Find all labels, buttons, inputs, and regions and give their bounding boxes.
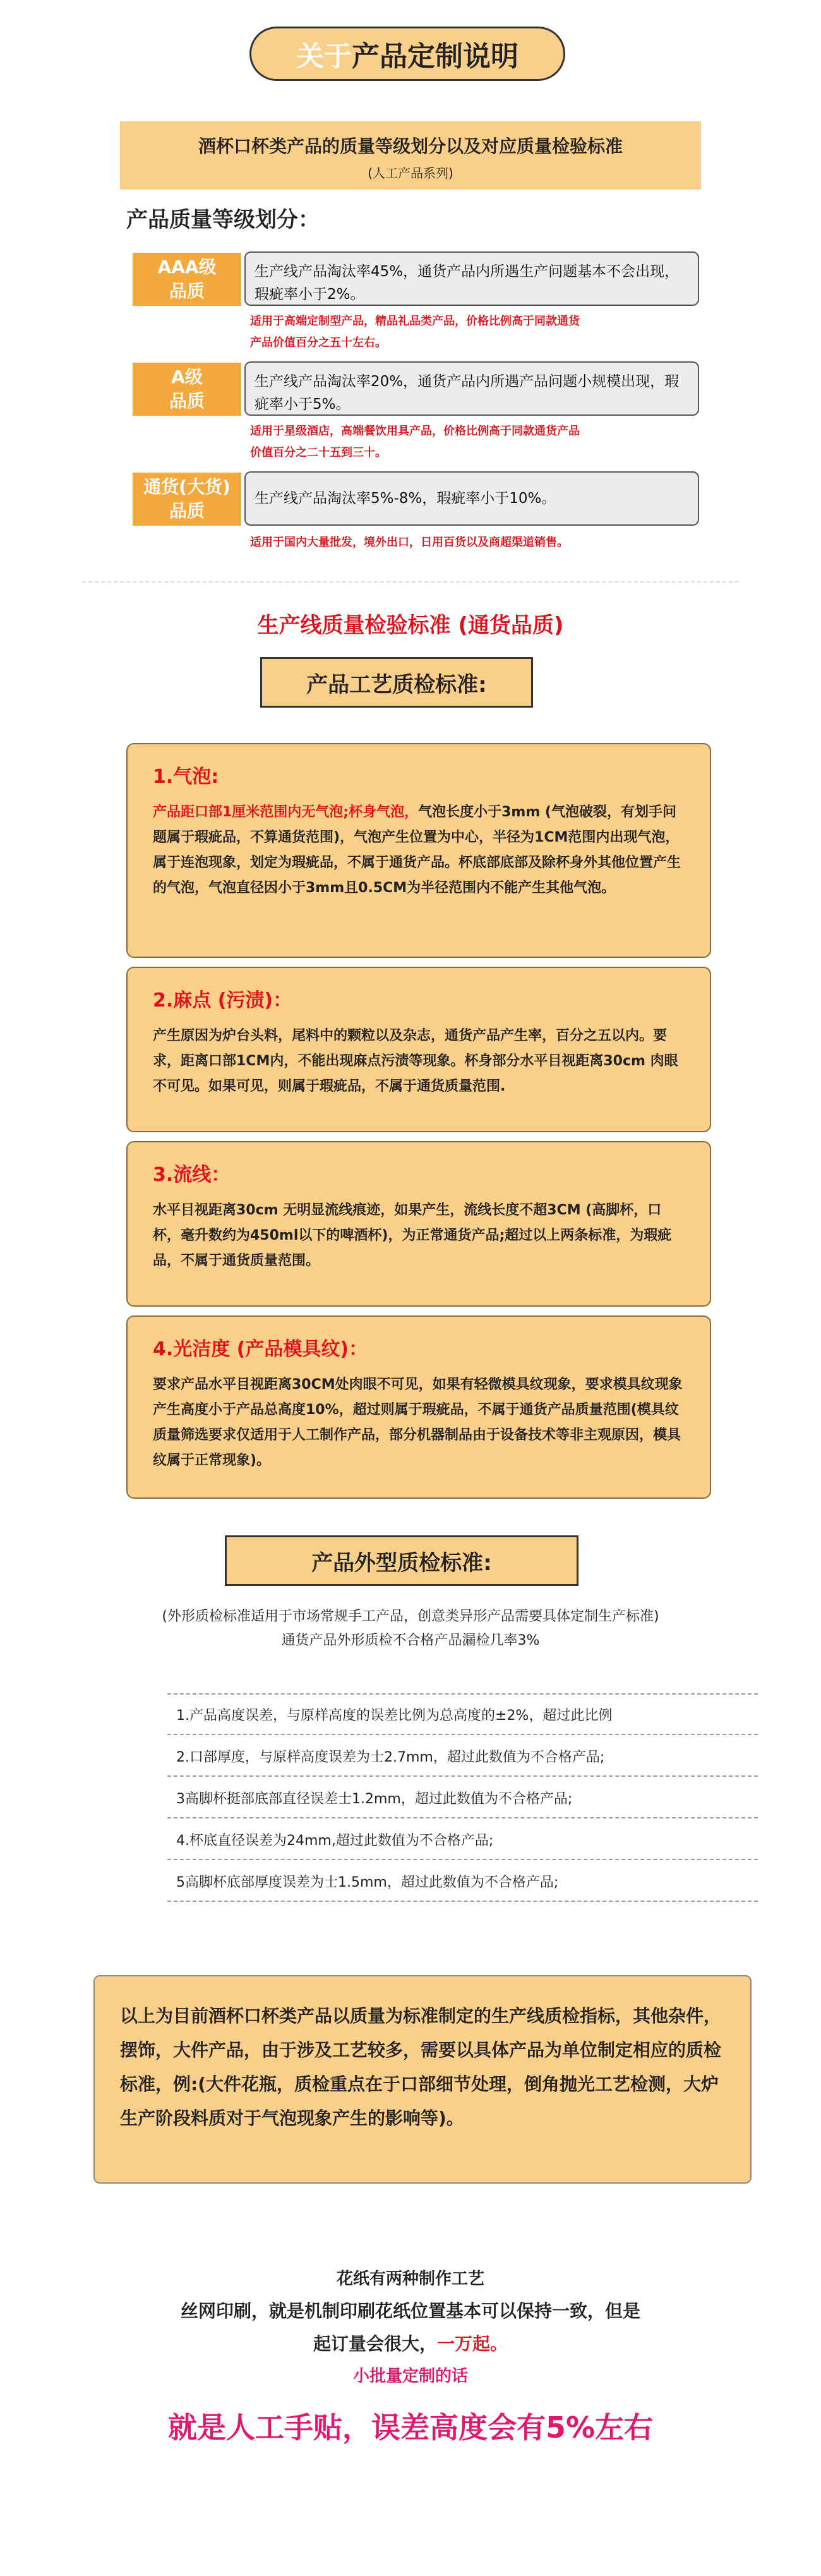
grade-note-line: 适用于星级酒店，高端餐饮用具产品，价格比例高于同款通货产品 — [250, 425, 580, 438]
grade-tag-bulk — [133, 473, 241, 526]
title-main: 产品定制说明 — [352, 40, 518, 73]
grade-desc-a: 生产线产品淘汰率20%，通货产品内所遇产品问题小规模出现，瑕疵率小于5%。 — [244, 361, 699, 416]
appearance-note-line: (外形质检标准适用于市场常规手工产品，创意类异形产品需要具体定制生产标准) — [162, 1609, 659, 1624]
grade-desc-aaa: 生产线产品淘汰率45%，通货产品内所遇生产问题基本不会出现，瑕疵率小于2%。 — [244, 251, 699, 306]
defect-body — [153, 800, 685, 901]
decal-line4: 就是人工手贴，误差高度会有5%左右 — [167, 2410, 654, 2445]
criteria-row: 5高脚杯底部厚度误差为士1.5mm，超过此数值为不合格产品; — [167, 1861, 758, 1902]
summary-box: 以上为目前酒杯口杯类产品以质量为标准制定的生产线质检指标，其他杂件，摆饰，大件产品，由于涉及工艺较多，需要以具体产品为单位制定相应的质检标准，例:(大件花瓶，质检重点在于口部细节处理，倒角抛光工艺检测，大炉生产阶段料质对于气泡现象产生的影响等)。 — [93, 1975, 752, 2184]
grade-note-aaa — [250, 311, 580, 354]
divider — [82, 581, 739, 583]
defect-card-flowline — [126, 1141, 711, 1307]
decal-line2-highlight: 一万起。 — [437, 2333, 508, 2354]
defect-card-finish — [126, 1315, 711, 1499]
criteria-row: 2.口部厚度，与原样高度误差为士2.7mm，超过此数值为不合格产品; — [167, 1736, 758, 1777]
title-prefix: 关于 — [296, 40, 352, 73]
standard-banner — [120, 121, 701, 190]
grade-note-line: 适用于高端定制型产品，精品礼品类产品，价格比例高于同款通货 — [250, 315, 580, 328]
defect-body: 水平目视距离30cm 无明显流线痕迹，如果产生，流线长度不超3CM (高脚杯，口杯，毫升数约为450ml以下的啤酒杯)，为正常通货产品;超过以上两条标准，为瑕疵品，不属于通货质量范围。 — [153, 1202, 672, 1269]
grade-desc-bulk: 生产线产品淘汰率5%-8%，瑕疵率小于10%。 — [244, 471, 699, 526]
standard-subtitle: (人工产品系列) — [368, 166, 453, 181]
decal-line2-text: 起订量会很大， — [313, 2333, 437, 2354]
defect-body: 要求产品水平目视距离30CM处肉眼不可见，如果有轻微模具纹现象，要求模具纹现象产生高度小于产品总高度10%，超过则属于瑕疵品，不属于通货产品质量范围(模具纹质量筛选要求仅适用于人工制作产品，部分机器制品由于设备技术等非主观原因，模具纹属于正常现象)。 — [153, 1377, 683, 1468]
decal-line2 — [0, 2330, 821, 2355]
grade-name-sub: 品质 — [169, 281, 205, 301]
appearance-title: 产品外型质检标准: — [225, 1535, 578, 1586]
appearance-note — [0, 1605, 821, 1653]
grade-note-line: 价值百分之二十五到三十。 — [250, 446, 387, 459]
page-title — [249, 27, 565, 81]
process-title: 产品工艺质检标准: — [260, 657, 533, 708]
grade-name: A级 — [171, 366, 203, 387]
grade-name: AAA级 — [157, 257, 217, 277]
grade-note-a — [250, 421, 580, 464]
defect-heading: 2.麻点 (污渍)： — [153, 989, 292, 1012]
production-title: 生产线质量检验标准 (通货品质) — [257, 613, 564, 638]
criteria-row: 3高脚杯挺部底部直径误差士1.2mm，超过此数值为不合格产品; — [167, 1778, 758, 1818]
appearance-note-line: 通货产品外形质检不合格产品漏检几率3% — [281, 1633, 540, 1648]
grade-note-line: 产品价值百分之五十左右。 — [250, 336, 387, 349]
defect-card-bubble — [126, 743, 711, 958]
grade-name: 通货(大货) — [143, 476, 231, 497]
grade-note-bulk: 适用于国内大量批发，境外出口，日用百货以及商超渠道销售。 — [250, 536, 568, 549]
defect-text: 气泡长度小于3mm (气泡破裂，有划手问题属于瑕疵品，不算通货范围)，气泡产生位置为中心，半径为1CM范围内出现气泡，属于连泡现象，划定为瑕疵品，不属于通货产品。杯底部底部及除杯身外其他位置产生的气泡，气泡直径因小于3mm且0.5CM为半径范围内不能产生其他气泡。 — [153, 804, 681, 896]
criteria-row: 1.产品高度误差，与原样高度的误差比例为总高度的±2%，超过此比例 — [167, 1695, 758, 1735]
defect-card-pits — [126, 967, 711, 1132]
grade-tag-a — [133, 363, 241, 416]
decal-line1: 丝网印刷，就是机制印刷花纸位置基本可以保持一致，但是 — [180, 2301, 640, 2321]
defect-heading: 3.流线： — [153, 1164, 231, 1186]
standard-title: 酒杯口杯类产品的质量等级划分以及对应质量检验标准 — [198, 136, 623, 157]
criteria-row: 4.杯底直径误差为24mm,超过此数值为不合格产品; — [167, 1820, 758, 1860]
defect-red-text: 产品距口部1厘米范围内无气泡;杯身气泡， — [153, 804, 419, 820]
grade-name-sub: 品质 — [169, 500, 205, 521]
grade-name-sub: 品质 — [169, 390, 205, 411]
decal-line3: 小批量定制的话 — [352, 2367, 468, 2386]
defect-heading: 1.气泡: — [153, 766, 219, 788]
decal-title: 花纸有两种制作工艺 — [336, 2270, 484, 2289]
grading-label: 产品质量等级划分： — [126, 207, 320, 233]
grade-tag-aaa — [133, 253, 241, 306]
defect-heading: 4.光洁度 (产品模具纹)： — [153, 1338, 368, 1360]
defect-body: 产生原因为炉台头料，尾料中的颗粒以及杂志，通货产品产生率，百分之五以内。要求，距离口部1CM内，不能出现麻点污渍等现象。杯身部分水平目视距离30cm 肉眼不可见。如果可见，则属于瑕疵品，不属于通货质量范围. — [153, 1028, 678, 1094]
